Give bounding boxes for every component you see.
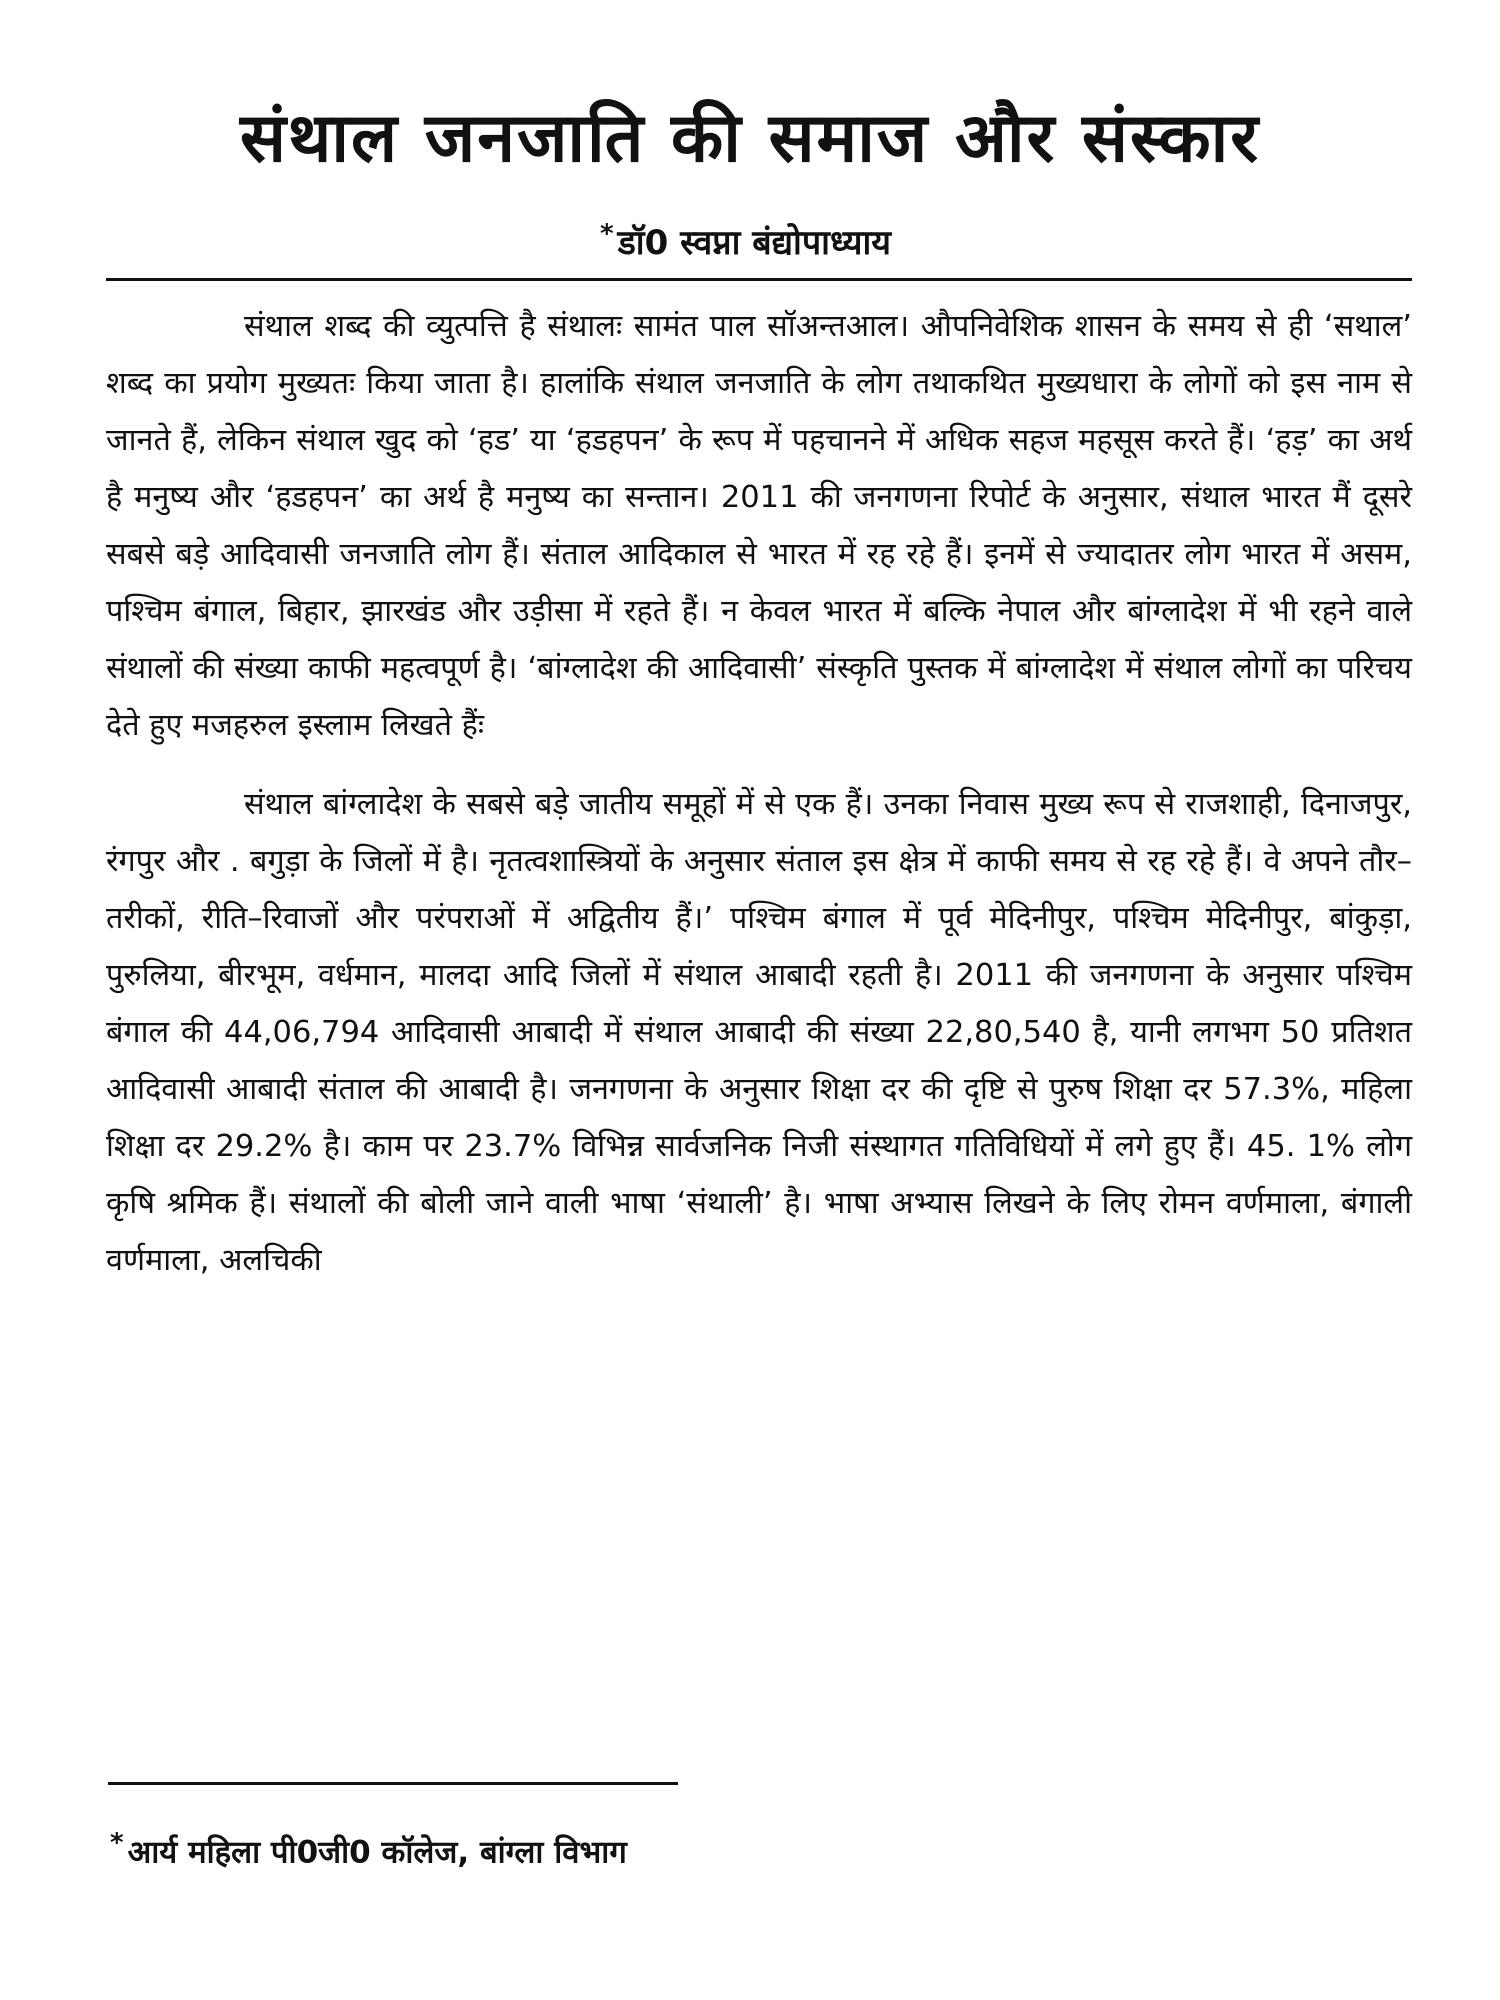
footnote-text: आर्य महिला पी0जी0 कॉलेज, बांग्ला विभाग	[127, 1834, 627, 1871]
author-footnote-marker: *	[600, 218, 614, 249]
footnote-marker: *	[110, 1828, 124, 1858]
footnote-divider	[108, 1782, 678, 1785]
author-line	[600, 218, 891, 264]
footnote	[110, 1828, 627, 1872]
paragraph: संथाल बांग्लादेश के सबसे बड़े जातीय समूहों में से एक हैं। उनका निवास मुख्य रूप से राजशाही, दिनाजपुर, रंगपुर और . बगुड़ा के जिलों में है। नृतत्वशास्त्रियों के अनुसार संताल इस क्षेत्र में काफी समय से रह रहे हैं। वे अपने तौर–तरीकों, रीति–रिवाजों और परंपराओं में अद्वितीय हैं।’ पश्चिम बंगाल में पूर्व मेदिनीपुर, पश्चिम मेदिनीपुर, बांकुड़ा, पुरुलिया, बीरभूम, वर्धमान, मालदा आदि जिलों में संथाल आबादी रहती है। 2011 की जनगणना के अनुसार पश्चिम बंगाल की 44,06,794 आदिवासी आबादी में संथाल आबादी की संख्या 22,80,540 है, यानी लगभग 50 प्रतिशत आदिवासी आबादी संताल की आबादी है। जनगणना के अनुसार शिक्षा दर की दृष्टि से पुरुष शिक्षा दर 57.3%, महिला शिक्षा दर 29.2% है। काम पर 23.7% विभिन्न सार्वजनिक निजी संस्थागत गतिविधियों में लगे हुए हैं। 45. 1% लोग कृषि श्रमिक हैं। संथालों की बोली जाने वाली भाषा ‘संथाली’ है। भाषा अभ्यास लिखने के लिए रोमन वर्णमाला, बंगाली वर्णमाला, अलचिकी	[106, 787, 1412, 1278]
header-divider	[106, 278, 1412, 281]
author-name: डॉ0 स्वप्ना बंद्योपाध्याय	[617, 223, 892, 263]
paragraph: संथाल शब्द की व्युत्पत्ति है संथालः सामंत पाल सॉअन्तआल। औपनिवेशिक शासन के समय से ही ‘सथाल’ शब्द का प्रयोग मुख्यतः किया जाता है। हालांकि संथाल जनजाति के लोग तथाकथित मुख्यधारा के लोगों को इस नाम से जानते हैं, लेकिन संथाल खुद को ‘हड’ या ‘हडहपन’ के रूप में पहचानने में अधिक सहज महसूस करते हैं। ‘हड़’ का अर्थ है मनुष्य और ‘हडहपन’ का अर्थ है मनुष्य का सन्तान। 2011 की जनगणना रिपोर्ट के अनुसार, संथाल भारत मैं दूसरे सबसे बड़े आदिवासी जनजाति लोग हैं। संताल आदिकाल से भारत में रह रहे हैं। इनमें से ज्यादातर लोग भारत में असम, पश्चिम बंगाल, बिहार, झारखंड और उड़ीसा में रहते हैं। न केवल भारत में बल्कि नेपाल और बांग्लादेश में भी रहने वाले संथालों की संख्या काफी महत्वपूर्ण है। ‘बांग्लादेश की आदिवासी’ संस्कृति पुस्तक में बांग्लादेश में संथाल लोगों का परिचय देते हुए मजहरुल इस्लाम लिखते हैंः	[106, 309, 1412, 743]
article-title: संथाल जनजाति की समाज और संस्कार	[239, 99, 1261, 178]
article-body	[106, 298, 1412, 1289]
